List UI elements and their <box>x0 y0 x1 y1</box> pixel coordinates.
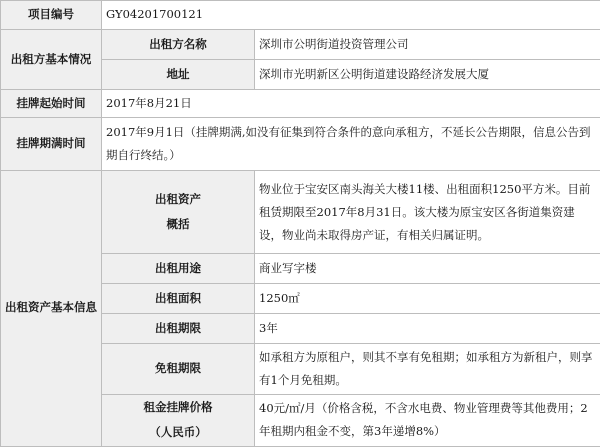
lessor-section-label: 出租方基本情况 <box>1 30 102 90</box>
listing-start-value: 2017年8月21日 <box>102 90 600 118</box>
row-asset-overview <box>1 171 600 254</box>
lessor-name-label: 出租方名称 <box>102 30 255 60</box>
asset-term-value: 3年 <box>255 314 600 344</box>
lessor-name-value: 深圳市公明街道投资管理公司 <box>255 30 600 60</box>
asset-area-value: 1250㎡ <box>255 284 600 314</box>
asset-use-label: 出租用途 <box>102 254 255 284</box>
asset-use-value: 商业写字楼 <box>255 254 600 284</box>
rent-free-value: 如承租方为原租户，则其不享有免租期；如承租方为新租户，则享有1个月免租期。 <box>255 344 600 395</box>
row-project-no <box>1 1 600 30</box>
asset-overview-label <box>102 171 255 254</box>
row-listing-start <box>1 90 600 118</box>
asset-overview-value: 物业位于宝安区南头海关大楼11楼、出租面积1250平方米。目前租赁期限至2017年8月31日。该大楼为原宝安区各街道集资建设，物业尚未取得房产证，有相关归属证明。 <box>255 171 600 254</box>
project-no-value: GY04201700121 <box>102 1 600 30</box>
rent-price-label-line2: （人民币） <box>102 420 254 445</box>
asset-overview-label-line2: 概括 <box>102 212 254 237</box>
row-listing-end <box>1 118 600 171</box>
rent-price-value: 40元/㎡/月（价格含税，不含水电费、物业管理费等其他费用；2年租期内租金不变，第3年递增8%） <box>255 395 600 447</box>
asset-area-label: 出租面积 <box>102 284 255 314</box>
listing-start-label: 挂牌起始时间 <box>1 90 102 118</box>
project-no-label: 项目编号 <box>1 1 102 30</box>
rent-free-label: 免租期限 <box>102 344 255 395</box>
asset-section-label: 出租资产基本信息 <box>1 171 102 447</box>
listing-end-value: 2017年9月1日（挂牌期满,如没有征集到符合条件的意向承租方，不延长公告期限，信息公告到期自行终结。） <box>102 118 600 171</box>
listing-end-label: 挂牌期满时间 <box>1 118 102 171</box>
lessor-address-label: 地址 <box>102 60 255 90</box>
asset-term-label: 出租期限 <box>102 314 255 344</box>
rent-price-label-line1: 租金挂牌价格 <box>102 395 254 420</box>
row-lessor-name <box>1 30 600 60</box>
asset-overview-label-line1: 出租资产 <box>102 187 254 212</box>
rent-price-label <box>102 395 255 447</box>
lessor-address-value: 深圳市光明新区公明街道建设路经济发展大厦 <box>255 60 600 90</box>
